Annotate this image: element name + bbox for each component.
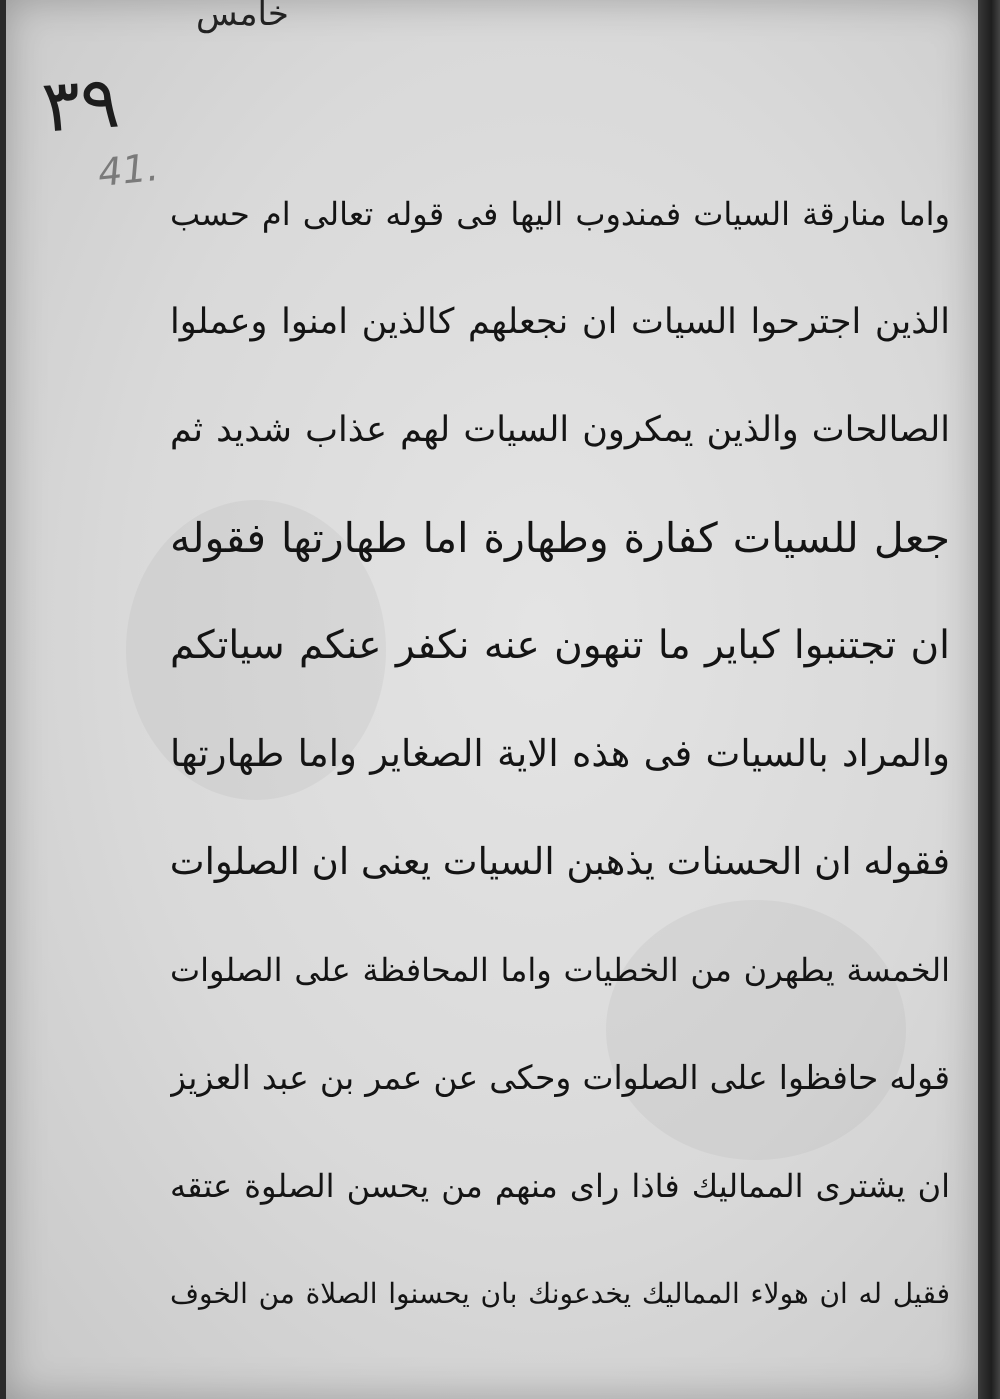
- text-line: الذين اجترحوا السيات ان نجعلهم كالذين امنوا وعملوا: [170, 302, 950, 342]
- text-line: الخمسة يطهرن من الخطيات واما المحافظة على الصلوات: [170, 951, 950, 989]
- text-line: فقيل له ان هولاء المماليك يخدعونك بان يحسنوا الصلاة من الخوف: [170, 1277, 950, 1310]
- text-line: ان يشترى المماليك فاذا راى منهم من يحسن الصلوة عتقه: [170, 1167, 950, 1205]
- text-line: والمراد بالسيات فى هذه الاية الصغاير واما طهارتها: [170, 732, 950, 775]
- scan-right-edge: [978, 0, 1000, 1399]
- manuscript-text: [170, 160, 950, 1348]
- text-line: ان تجتنبوا كباير ما تنهون عنه نكفر عنكم سياتكم: [170, 623, 950, 668]
- text-line: فقوله ان الحسنات يذهبن السيات يعنى ان الصلوات: [170, 840, 950, 883]
- text-line: جعل للسيات كفارة وطهارة اما طهارتها فقوله: [170, 514, 950, 562]
- text-line: واما منارقة السيات فمندوب اليها فى قوله تعالى ام حسب: [170, 195, 950, 233]
- pencil-folio-number: 41.: [95, 144, 161, 196]
- top-margin-note: خامس: [196, 0, 289, 34]
- folio-number: ٣٩: [39, 59, 123, 149]
- text-line: الصالحات والذين يمكرون السيات لهم عذاب شديد ثم: [170, 410, 950, 450]
- text-line: قوله حافظوا على الصلوات وحكى عن عمر بن عبد العزيز: [170, 1058, 950, 1097]
